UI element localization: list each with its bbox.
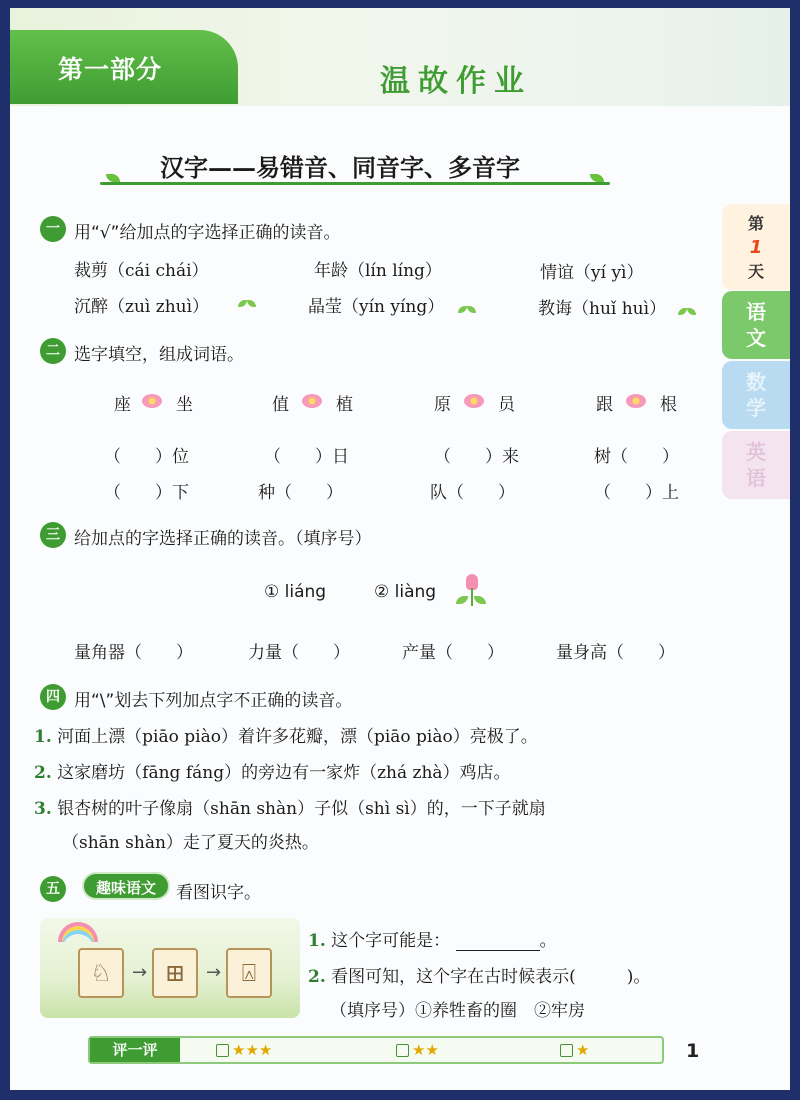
topic-title: 汉字——易错音、同音字、多音字 — [160, 153, 520, 182]
bronze-script-icon: ⊞ — [152, 948, 198, 998]
fill-blank[interactable]: （ ）上 — [594, 483, 679, 503]
section-instruction: 用“\”划去下列加点字不正确的读音。 — [74, 691, 353, 711]
part-label: 第一部分 — [58, 55, 163, 84]
subject-tab-english[interactable] — [722, 431, 790, 499]
section-instruction: 给加点的字选择正确的读音。（填序号） — [74, 529, 372, 549]
exercise-item: 年龄（lín líng） — [314, 261, 442, 281]
day-number: 1 — [749, 237, 763, 258]
arrow-icon: → — [132, 962, 148, 983]
choice-char: 座 — [114, 395, 131, 415]
flower-icon — [464, 394, 484, 408]
leaf-icon — [590, 174, 604, 182]
fill-blank[interactable]: 树（ ） — [594, 447, 679, 467]
choice-char: 坐 — [176, 395, 193, 415]
item-text: 这家磨坊（fāng fáng）的旁边有一家炸（zhá zhà）鸡店。 — [57, 763, 511, 783]
character-evolution-picture — [40, 918, 300, 1018]
exercise-item: 沉醉（zuì zhuì） — [74, 297, 210, 317]
section-instruction: 用“√”给加点的字选择正确的读音。 — [74, 223, 341, 243]
item-number: 1. — [308, 931, 326, 951]
fun-chinese-tag: 趣味语文 — [82, 872, 170, 900]
item-number: 2. — [34, 763, 52, 783]
sprout-icon — [678, 308, 696, 318]
subject-label: 数学 — [746, 370, 766, 420]
exercise-item: 教诲（huǐ huì） — [538, 299, 667, 319]
flower-icon — [626, 394, 646, 408]
flower-icon — [302, 394, 322, 408]
section-number: 三 — [40, 522, 66, 548]
numbered-item — [34, 794, 546, 819]
fill-blank[interactable]: 种（ ） — [258, 483, 343, 503]
topic-underline — [100, 182, 610, 185]
sprout-icon — [238, 300, 256, 310]
answer-blank[interactable] — [456, 935, 540, 951]
subject-tab-math[interactable] — [722, 361, 790, 429]
day-prefix: 第 — [747, 214, 764, 233]
arrow-icon: → — [206, 962, 222, 983]
section-instruction: 看图识字。 — [176, 883, 261, 903]
fill-blank[interactable]: （ ）下 — [104, 483, 189, 503]
day-tab — [722, 204, 790, 290]
self-rating-bar — [88, 1036, 664, 1064]
rating-option-3-stars[interactable]: ★★★ — [216, 1041, 272, 1059]
option-label: ① liáng — [264, 582, 327, 602]
subject-label: 语文 — [746, 300, 766, 350]
pictograph-icon: ♘ — [78, 948, 124, 998]
choice-char: 员 — [498, 395, 515, 415]
exercise-item: 晶莹（yín yíng） — [308, 297, 445, 317]
checkbox[interactable] — [216, 1044, 229, 1057]
question-options: （填序号）①养牲畜的圈 ②牢房 — [330, 1001, 585, 1021]
option-label: ② liàng — [374, 582, 437, 602]
day-suffix: 天 — [747, 262, 764, 281]
item-number: 3. — [34, 799, 52, 819]
question-text: 看图可知，这个字在古时候表示( )。 — [331, 967, 651, 987]
checkbox[interactable] — [560, 1044, 573, 1057]
choice-char: 根 — [660, 395, 677, 415]
item-number: 1. — [34, 727, 52, 747]
numbered-item — [34, 722, 538, 747]
question-text: 这个字可能是： — [331, 931, 451, 951]
sprout-icon — [458, 306, 476, 316]
numbered-item — [34, 758, 511, 783]
exercise-item: 情谊（yí yì） — [540, 263, 644, 283]
question — [308, 926, 557, 951]
subject-tab-chinese[interactable] — [722, 291, 790, 359]
section-number: 二 — [40, 338, 66, 364]
question-end: 。 — [539, 931, 557, 951]
fill-blank[interactable]: （ ）来 — [434, 447, 519, 467]
exercise-item: 量身高（ ） — [556, 643, 675, 663]
item-text: 银杏树的叶子像扇（shān shàn）子似（shì sì）的，一下子就扇 — [57, 799, 546, 819]
rating-option-2-stars[interactable]: ★★ — [396, 1041, 439, 1059]
section-number: 一 — [40, 216, 66, 242]
leaf-icon — [106, 174, 120, 182]
workbook-page — [10, 8, 790, 1090]
choice-char: 原 — [434, 395, 451, 415]
exercise-item: 量角器（ ） — [74, 643, 193, 663]
fill-blank[interactable]: 队（ ） — [430, 483, 515, 503]
rating-option-1-star[interactable]: ★ — [560, 1041, 589, 1059]
fill-blank[interactable]: （ ）位 — [104, 447, 189, 467]
fill-blank[interactable]: （ ）日 — [264, 447, 349, 467]
choice-char: 值 — [272, 395, 289, 415]
rainbow-icon — [58, 922, 98, 942]
section-instruction: 选字填空，组成词语。 — [74, 345, 244, 365]
question — [308, 962, 650, 987]
seal-script-icon: ⍓ — [226, 948, 272, 998]
section-number: 四 — [40, 684, 66, 710]
page-title: 温故作业 — [380, 64, 532, 99]
item-continuation: （shān shàn）走了夏天的炎热。 — [62, 833, 319, 853]
choice-char: 跟 — [596, 395, 613, 415]
section-number: 五 — [40, 876, 66, 902]
rating-label: 评一评 — [90, 1038, 180, 1062]
choice-char: 植 — [336, 395, 353, 415]
item-number: 2. — [308, 967, 326, 987]
item-text: 河面上漂（piāo piào）着许多花瓣，漂（piāo piào）亮极了。 — [57, 727, 538, 747]
exercise-item: 力量（ ） — [248, 643, 350, 663]
exercise-item: 裁剪（cái chái） — [74, 261, 209, 281]
exercise-item: 产量（ ） — [402, 643, 504, 663]
topic-heading — [100, 138, 620, 190]
subject-label: 英语 — [746, 440, 766, 490]
tulip-icon — [456, 574, 486, 610]
checkbox[interactable] — [396, 1044, 409, 1057]
flower-icon — [142, 394, 162, 408]
page-number: 1 — [686, 1040, 700, 1062]
